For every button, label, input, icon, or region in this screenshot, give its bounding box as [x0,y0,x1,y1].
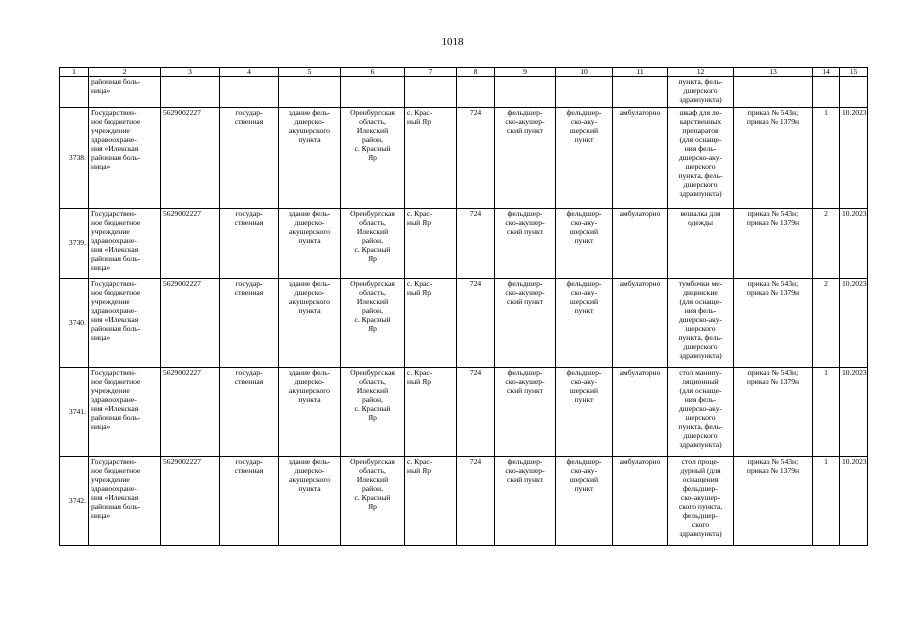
qty-cell: 2 [813,209,840,279]
column-header: 3 [161,68,220,77]
inn-cell: 5629002227 [161,108,220,209]
column-header: 15 [840,68,868,77]
qty-cell: 1 [813,457,840,546]
code-cell: 724 [457,457,495,546]
column-header: 12 [668,68,734,77]
column-header: 14 [813,68,840,77]
unit-type-cell: фельдшер- ско-акушер- ский пункт [495,209,556,279]
item-cell: стол манипу- ляционный (для оснаще- ния фель- дшерско-аку- шерского пункта, фель- дшерского здравпункта) [668,368,734,457]
code-cell: 724 [457,209,495,279]
unit-cell: фельдшер- ско-аку- шерский пункт [556,209,613,279]
date-cell: 10.2023 [840,457,868,546]
inn-cell: 5629002227 [161,457,220,546]
settlement-cell: с. Крас- ный Яр [405,368,457,457]
date-cell: 10.2023 [840,279,868,368]
unit-type-cell: фельдшер- ско-акушер- ский пункт [495,368,556,457]
column-header-row [60,68,868,77]
org-cell: Государствен- ное бюджетное учреждение здравоохране- ния «Илекская районная боль- ница» [89,209,161,279]
ownership-cell: государ- ственная [220,457,279,546]
row-number: 3741. [60,368,89,457]
row-number: 3739. [60,209,89,279]
date-cell: 10.2023 [840,209,868,279]
inn-cell: 5629002227 [161,209,220,279]
column-header: 11 [613,68,668,77]
qty-cell: 1 [813,108,840,209]
order-cell: приказ № 543н; приказ № 1379н [734,457,813,546]
ownership-cell: государ- ственная [220,279,279,368]
item-cell: тумбочки ме- дицинские (для оснаще- ния фель- дшерско-аку- шерского пункта, фель- дшерского здравпункта) [668,279,734,368]
address-cell: Оренбургская область, Илекский район, с. Красный Яр [341,457,405,546]
care-cell: амбулаторно [613,108,668,209]
item-cell: стол проце- дурный (для оснащения фельдшер- ско-акушер- ского пункта, фельдшер- ского здравпункта) [668,457,734,546]
column-header: 7 [405,68,457,77]
order-cell: приказ № 543н; приказ № 1379н [734,368,813,457]
page-number: 1018 [441,36,464,48]
unit-type-cell: фельдшер- ско-акушер- ский пункт [495,108,556,209]
ownership-cell: государ- ственная [220,108,279,209]
item-cell: вешалка для одежды [668,209,734,279]
registry-table [59,67,868,546]
settlement-cell: с. Крас- ный Яр [405,279,457,368]
date-cell: 10.2023 [840,108,868,209]
org-cell: Государствен- ное бюджетное учреждение здравоохране- ния «Илекская районная боль- ница» [89,368,161,457]
code-cell: 724 [457,108,495,209]
building-cell: здание фель- дшерско- акушерского пункта [279,209,341,279]
order-cell: приказ № 543н; приказ № 1379н [734,279,813,368]
address-cell: Оренбургская область, Илекский район, с. Красный Яр [341,279,405,368]
column-header: 8 [457,68,495,77]
order-cell: приказ № 543н; приказ № 1379н [734,108,813,209]
unit-type-cell: фельдшер- ско-акушер- ский пункт [495,457,556,546]
address-cell: Оренбургская область, Илекский район, с. Красный Яр [341,108,405,209]
continuation-row [60,77,868,108]
address-cell: Оренбургская область, Илекский район, с. Красный Яр [341,209,405,279]
unit-type-cell: фельдшер- ско-акушер- ский пункт [495,279,556,368]
qty-cell: 2 [813,279,840,368]
org-cell: районная боль- ница» [89,77,161,108]
order-cell: приказ № 543н; приказ № 1379н [734,209,813,279]
column-header: 10 [556,68,613,77]
item-cell: шкаф для ле- карственных препаратов (для оснаще- ния фель- дшерско-аку- шерского пункта, фель- дшерского здравпункта) [668,108,734,209]
address-cell: Оренбургская область, Илекский район, с. Красный Яр [341,368,405,457]
column-header: 1 [60,68,89,77]
table-row [60,279,868,368]
item-cell: пункта, фель- дшерского здравпункта) [668,77,734,108]
row-number: 3740. [60,279,89,368]
building-cell: здание фель- дшерско- акушерского пункта [279,457,341,546]
care-cell: амбулаторно [613,279,668,368]
column-header: 4 [220,68,279,77]
unit-cell: фельдшер- ско-аку- шерский пункт [556,368,613,457]
org-cell: Государствен- ное бюджетное учреждение здравоохране- ния «Илекская районная боль- ница» [89,279,161,368]
table-row [60,108,868,209]
settlement-cell: с. Крас- ный Яр [405,108,457,209]
qty-cell: 1 [813,368,840,457]
org-cell: Государствен- ное бюджетное учреждение здравоохране- ния «Илекская районная боль- ница» [89,457,161,546]
care-cell: амбулаторно [613,368,668,457]
ownership-cell: государ- ственная [220,368,279,457]
care-cell: амбулаторно [613,209,668,279]
ownership-cell: государ- ственная [220,209,279,279]
building-cell: здание фель- дшерско- акушерского пункта [279,279,341,368]
settlement-cell: с. Крас- ный Яр [405,209,457,279]
settlement-cell: с. Крас- ный Яр [405,457,457,546]
date-cell: 10.2023 [840,368,868,457]
inn-cell: 5629002227 [161,368,220,457]
inn-cell: 5629002227 [161,279,220,368]
building-cell: здание фель- дшерско- акушерского пункта [279,108,341,209]
table-row [60,368,868,457]
code-cell: 724 [457,368,495,457]
column-header: 9 [495,68,556,77]
unit-cell: фельдшер- ско-аку- шерский пункт [556,108,613,209]
building-cell: здание фель- дшерско- акушерского пункта [279,368,341,457]
org-cell: Государствен- ное бюджетное учреждение здравоохране- ния «Илекская районная боль- ница» [89,108,161,209]
column-header: 2 [89,68,161,77]
unit-cell: фельдшер- ско-аку- шерский пункт [556,279,613,368]
row-number: 3742. [60,457,89,546]
table-row [60,457,868,546]
unit-cell: фельдшер- ско-аку- шерский пункт [556,457,613,546]
code-cell: 724 [457,279,495,368]
table-row [60,209,868,279]
column-header: 5 [279,68,341,77]
row-number: 3738. [60,108,89,209]
care-cell: амбулаторно [613,457,668,546]
column-header: 13 [734,68,813,77]
column-header: 6 [341,68,405,77]
